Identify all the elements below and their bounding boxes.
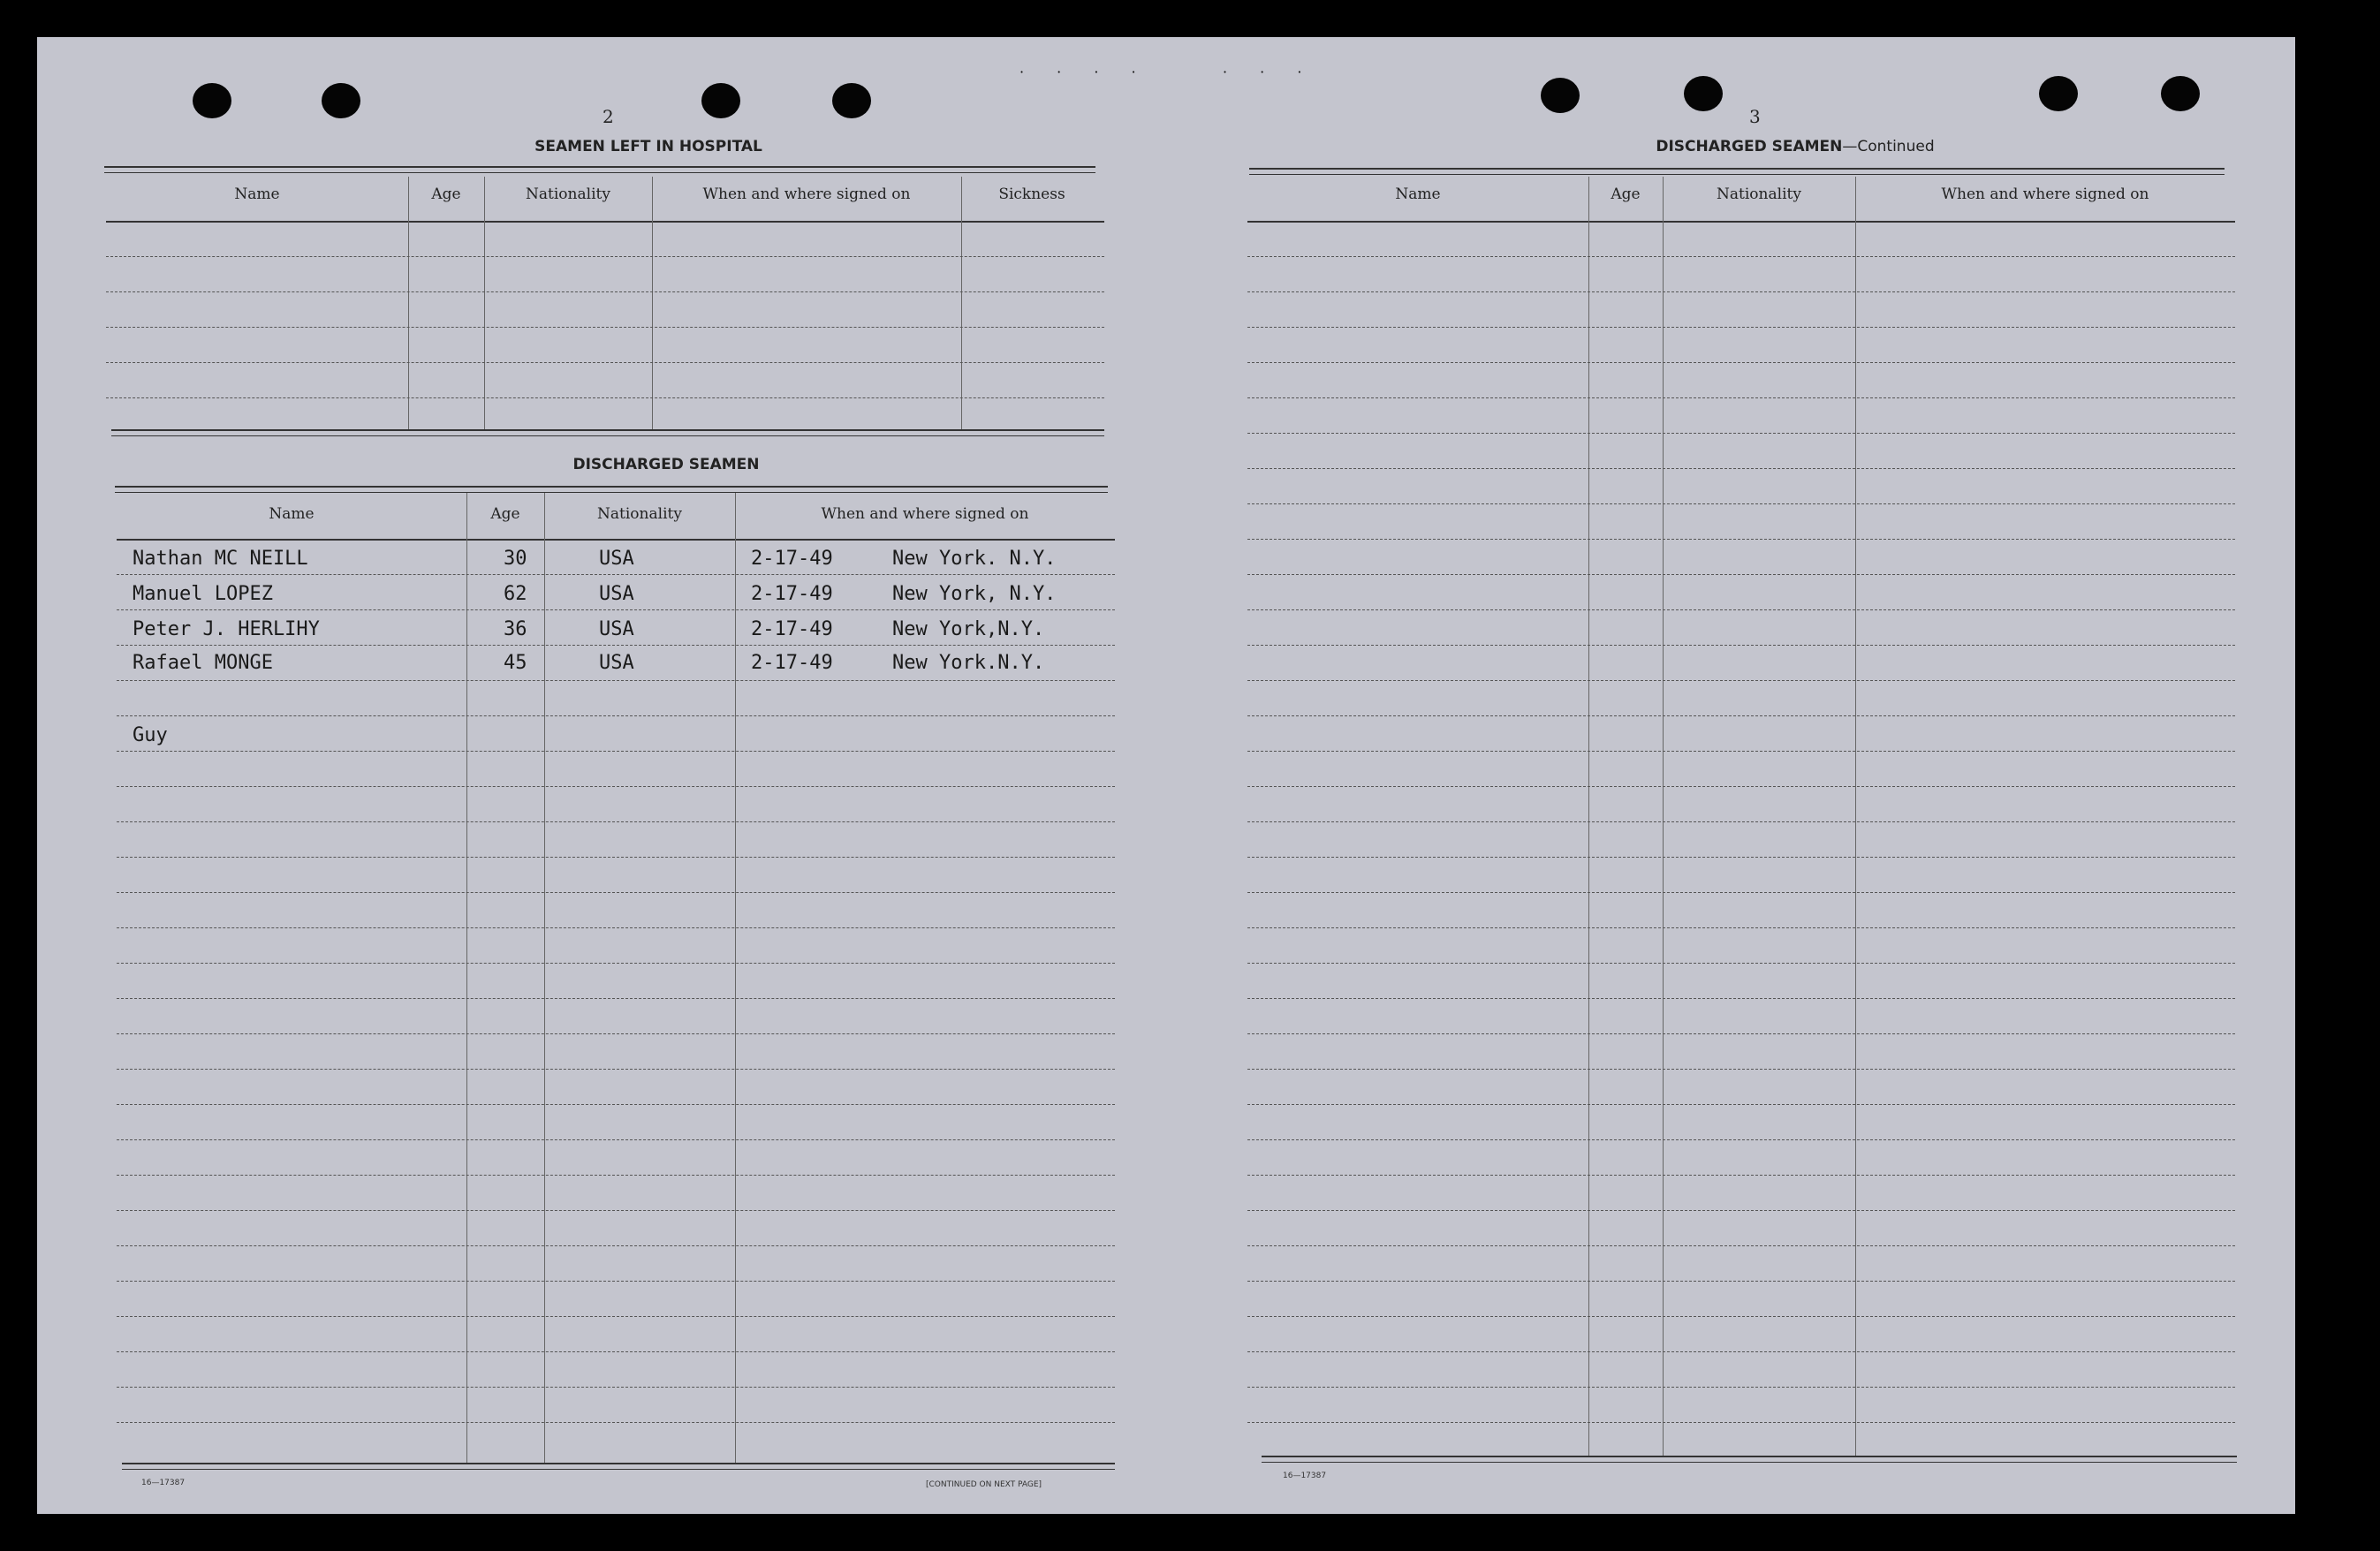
column-header-nationality: Nationality (1717, 185, 1801, 203)
column-header-nationality: Nationality (597, 505, 682, 523)
hospital-table (106, 177, 1104, 429)
ink-specks: · · · (1223, 64, 1316, 80)
extra-entry: Guy (133, 724, 168, 746)
hospital-section-title: SEAMEN LEFT IN HOSPITAL (534, 138, 762, 155)
column-header-signed-on: When and where signed on (702, 185, 911, 203)
form-number: 16—17387 (141, 1479, 186, 1487)
column-header-nationality: Nationality (526, 185, 610, 203)
column-header-age: Age (490, 505, 520, 523)
seaman-age: 45 (504, 652, 527, 674)
continued-note: [CONTINUED ON NEXT PAGE] (926, 1480, 1042, 1489)
page-number: 2 (603, 106, 614, 127)
column-header-signed-on: When and where signed on (1941, 185, 2149, 203)
form-number: 16—17387 (1283, 1472, 1327, 1480)
column-header-age: Age (1611, 185, 1641, 203)
column-header-name: Name (1395, 185, 1441, 203)
seaman-nationality: USA (599, 618, 634, 640)
signed-on-place: New York,N.Y. (892, 618, 1045, 640)
discharged-table (117, 493, 1115, 1463)
seaman-nationality: USA (599, 652, 634, 674)
column-header-name: Name (269, 505, 315, 523)
continued-suffix: —Continued (1842, 138, 1935, 155)
signed-on-place: New York, N.Y. (892, 583, 1057, 605)
column-header-signed-on: When and where signed on (821, 505, 1029, 523)
seaman-age: 62 (504, 583, 527, 605)
seaman-nationality: USA (599, 583, 634, 605)
discharged-section-title: DISCHARGED SEAMEN (572, 456, 760, 473)
hospital-bottom-rule (111, 429, 1104, 436)
punch-hole (832, 83, 871, 118)
punch-hole (322, 83, 360, 118)
punch-hole (701, 83, 740, 118)
discharged-continued-table (1247, 177, 2235, 1457)
discharged-bottom-rule (122, 1463, 1115, 1470)
signed-on-date: 2-17-49 (751, 583, 833, 605)
right-top-rule (1249, 168, 2225, 175)
document-sheet (37, 37, 2295, 1514)
seaman-name: Peter J. HERLIHY (133, 618, 320, 640)
signed-on-date: 2-17-49 (751, 618, 833, 640)
punch-hole (2039, 76, 2078, 111)
signed-on-date: 2-17-49 (751, 548, 833, 570)
seaman-name: Manuel LOPEZ (133, 583, 273, 605)
hospital-top-rule (104, 166, 1095, 173)
signed-on-place: New York. N.Y. (892, 548, 1057, 570)
seaman-nationality: USA (599, 548, 634, 570)
signed-on-place: New York.N.Y. (892, 652, 1045, 674)
page-number: 3 (1749, 106, 1761, 127)
discharged-continued-title (1574, 138, 2016, 155)
seaman-name: Rafael MONGE (133, 652, 273, 674)
column-header-sickness: Sickness (998, 185, 1065, 203)
section-title: DISCHARGED SEAMEN (1656, 138, 1843, 155)
punch-hole (1541, 78, 1580, 113)
seaman-age: 30 (504, 548, 527, 570)
right-bottom-rule (1262, 1456, 2237, 1463)
punch-hole (2161, 76, 2200, 111)
punch-hole (193, 83, 231, 118)
seaman-name: Nathan MC NEILL (133, 548, 308, 570)
seaman-age: 36 (504, 618, 527, 640)
column-header-age: Age (431, 185, 461, 203)
punch-hole (1684, 76, 1723, 111)
column-header-name: Name (234, 185, 280, 203)
signed-on-date: 2-17-49 (751, 652, 833, 674)
ink-specks: · · · · (1019, 64, 1150, 80)
discharged-top-rule (115, 486, 1108, 493)
